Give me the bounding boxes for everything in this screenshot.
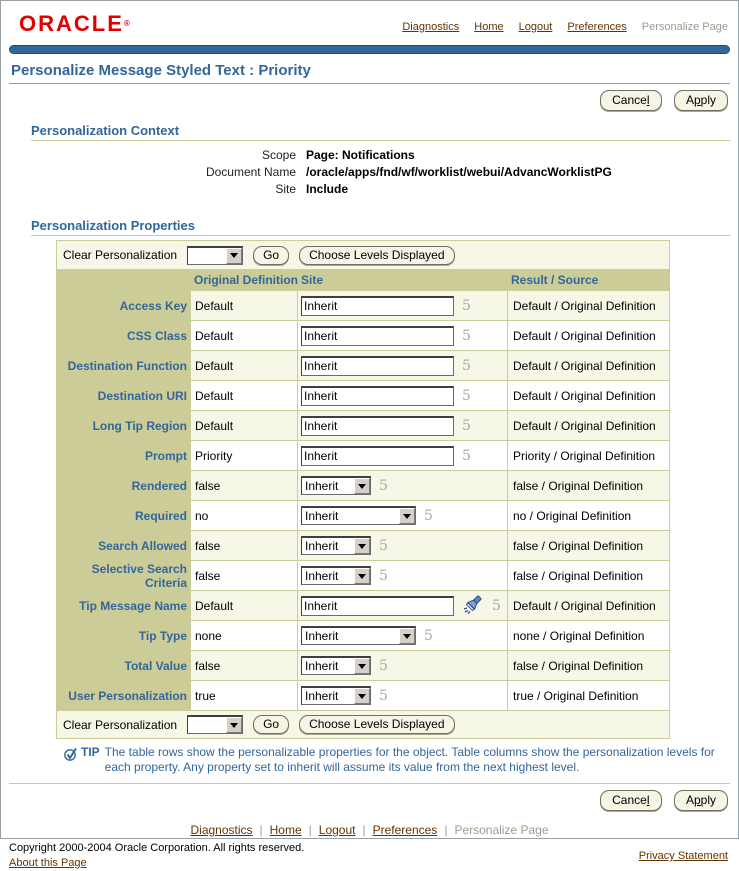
context-field-document-name [1,164,738,181]
site-cell [298,561,508,590]
table-row [57,290,669,320]
about-this-page-link[interactable]: About this Page [9,857,87,869]
original-definition-value: false [191,471,298,500]
site-inherit-select[interactable]: Inherit [301,656,371,675]
table-column-headers [57,269,669,290]
site-inherit-select[interactable]: Inherit [301,506,416,525]
property-label: CSS Class [57,321,191,350]
tip-check-icon [63,746,81,775]
chevron-down-icon[interactable] [354,688,370,704]
original-definition-value: Default [191,591,298,620]
site-inherit-select[interactable]: Inherit [301,476,371,495]
properties-table-body [57,290,669,710]
site-cell [298,501,508,530]
header [1,1,738,39]
table-row [57,380,669,410]
site-inherit-select[interactable]: Inherit [301,686,371,705]
revert-icon[interactable]: 5 [462,327,471,344]
revert-icon[interactable]: 5 [424,507,433,524]
footer-separator: | [444,823,448,837]
result-source-value: no / Original Definition [508,501,669,530]
apply-button[interactable]: Apply [674,90,728,111]
result-source-value: Default / Original Definition [508,381,669,410]
site-inherit-input[interactable] [301,326,454,346]
chevron-down-icon[interactable] [226,717,242,733]
site-inherit-select[interactable]: Inherit [301,626,416,645]
footer-links [1,823,738,837]
revert-icon[interactable]: 5 [379,687,388,704]
column-header-result-source: Result / Source [511,273,599,287]
context-heading: Personalization Context [31,123,180,138]
document-name-value: /oracle/apps/fnd/wf/worklist/webui/AdvancWorklistPG [306,165,612,179]
result-source-value: false / Original Definition [508,531,669,560]
chevron-down-icon[interactable] [226,248,242,264]
revert-icon[interactable]: 5 [462,357,471,374]
table-row [57,500,669,530]
site-value: Include [306,182,349,196]
chevron-down-icon[interactable] [399,628,415,644]
result-source-value: false / Original Definition [508,561,669,590]
table-row [57,590,669,620]
original-definition-value: none [191,621,298,650]
footer-separator: | [362,823,366,837]
footer-link-home[interactable]: Home [269,823,302,837]
context-field-scope [1,147,738,164]
go-button[interactable]: Go [253,246,289,265]
revert-icon[interactable]: 5 [379,477,388,494]
site-cell [298,651,508,680]
column-header-original-definition: Original Definition [194,273,298,287]
choose-levels-displayed-button[interactable]: Choose Levels Displayed [299,246,454,265]
site-inherit-select[interactable]: Inherit [301,536,371,555]
site-cell [298,441,508,470]
revert-icon[interactable]: 5 [462,297,471,314]
site-cell [298,411,508,440]
original-definition-value: false [191,651,298,680]
property-label: Total Value [57,651,191,680]
site-inherit-input[interactable] [301,356,454,376]
footer-separator: | [308,823,312,837]
result-source-value: none / Original Definition [508,621,669,650]
clear-personalization-select[interactable] [187,715,243,734]
clear-personalization-label: Clear Personalization [63,248,178,262]
revert-icon[interactable]: 5 [462,447,471,464]
column-header-blank [57,270,191,290]
original-definition-value: Priority [191,441,298,470]
site-cell [298,591,508,620]
footer-separator: | [259,823,263,837]
site-inherit-input[interactable] [301,596,454,616]
table-row [57,410,669,440]
chevron-down-icon[interactable] [354,658,370,674]
page-title: Personalize Message Styled Text : Priority [11,62,311,79]
property-label: Access Key [57,291,191,320]
context-fields [1,141,738,208]
footer-link-preferences[interactable]: Preferences [372,823,438,837]
result-source-value: Default / Original Definition [508,321,669,350]
result-source-value: Default / Original Definition [508,591,669,620]
property-label: Destination URI [57,381,191,410]
property-label: Search Allowed [57,531,191,560]
properties-rule [31,235,730,236]
footer-bottom [1,837,738,871]
site-inherit-input[interactable] [301,386,454,406]
chevron-down-icon[interactable] [354,538,370,554]
bottom-action-buttons [1,784,738,813]
document-name-label: Document Name [205,165,296,179]
clear-personalization-row-top [57,241,669,269]
original-definition-value: Default [191,351,298,380]
result-source-value: Default / Original Definition [508,411,669,440]
site-label: Site [275,182,296,196]
table-row [57,530,669,560]
clear-personalization-row-bottom [57,710,669,738]
revert-icon[interactable]: 5 [379,567,388,584]
original-definition-value: false [191,561,298,590]
site-inherit-input[interactable] [301,446,454,466]
tip-label: TIP [81,745,100,759]
nav-link-logout[interactable]: Logout [518,21,553,33]
footer-item-personalize-page: Personalize Page [454,823,549,837]
property-label: Rendered [57,471,191,500]
result-source-value: true / Original Definition [508,681,669,710]
nav-item-personalize-page: Personalize Page [641,21,728,33]
original-definition-value: false [191,531,298,560]
site-cell [298,351,508,380]
site-inherit-input[interactable] [301,416,454,436]
header-divider-bar [9,45,730,54]
apply-button[interactable]: Apply [674,790,728,811]
property-label: User Personalization [57,681,191,710]
chevron-down-icon[interactable] [354,568,370,584]
property-label: Destination Function [57,351,191,380]
trademark-icon: ® [123,19,132,28]
revert-icon[interactable]: 5 [424,627,433,644]
result-source-value: false / Original Definition [508,471,669,500]
table-row [57,680,669,710]
site-cell [298,471,508,500]
scope-label: Scope [261,148,296,162]
site-cell [298,531,508,560]
choose-levels-displayed-button[interactable]: Choose Levels Displayed [299,715,454,734]
original-definition-value: Default [191,291,298,320]
result-source-value: false / Original Definition [508,651,669,680]
clear-personalization-select[interactable] [187,246,243,265]
table-row [57,470,669,500]
revert-icon[interactable]: 5 [462,417,471,434]
privacy-statement-link[interactable]: Privacy Statement [638,850,728,862]
table-row [57,350,669,380]
result-source-value: Priority / Original Definition [508,441,669,470]
oracle-logo: ORACLE® [19,11,132,36]
property-label: Tip Type [57,621,191,650]
column-header-site: Site [301,273,324,287]
original-definition-value: Default [191,381,298,410]
property-label: Required [57,501,191,530]
property-label: Long Tip Region [57,411,191,440]
table-row [57,320,669,350]
table-row [57,560,669,590]
properties-heading: Personalization Properties [31,218,195,233]
site-inherit-select[interactable]: Inherit [301,566,371,585]
table-row [57,620,669,650]
property-label: Selective Search Criteria [57,561,191,590]
site-cell [298,681,508,710]
clear-personalization-label: Clear Personalization [63,717,178,732]
result-source-value: Default / Original Definition [508,291,669,320]
original-definition-value: Default [191,321,298,350]
revert-icon[interactable]: 5 [379,537,388,554]
cancel-button[interactable]: Cancel [600,790,661,811]
site-cell [298,291,508,320]
revert-icon[interactable]: 5 [379,657,388,674]
footer-link-diagnostics[interactable]: Diagnostics [190,823,253,837]
result-source-value: Default / Original Definition [508,351,669,380]
nav-link-home[interactable]: Home [474,21,504,33]
table-row [57,650,669,680]
top-action-buttons [1,84,738,113]
site-cell [298,321,508,350]
copyright-text: Copyright 2000-2004 Oracle Corporation. All rights reserved. [9,842,305,854]
top-nav [390,21,728,35]
original-definition-value: true [191,681,298,710]
footer-link-logout[interactable]: Logout [318,823,356,837]
table-row [57,440,669,470]
property-label: Prompt [57,441,191,470]
nav-link-preferences[interactable]: Preferences [567,21,627,33]
cancel-button[interactable]: Cancel [600,90,661,111]
property-label: Tip Message Name [57,591,191,620]
revert-icon[interactable]: 5 [462,387,471,404]
lov-flashlight-icon[interactable] [462,593,484,618]
context-field-site [1,181,738,198]
go-button[interactable]: Go [253,715,289,734]
site-cell [298,381,508,410]
site-inherit-input[interactable] [301,296,454,316]
original-definition-value: no [191,501,298,530]
revert-icon[interactable]: 5 [492,597,501,614]
chevron-down-icon[interactable] [399,508,415,524]
scope-value: Page: Notifications [306,148,415,162]
nav-link-diagnostics[interactable]: Diagnostics [402,21,460,33]
properties-table [56,240,670,739]
tip-block [63,745,730,775]
site-cell [298,621,508,650]
tip-text: The table rows show the personalizable properties for the object. Table columns show the personalization levels for each property. Any property set to inherit will assume its value from the next highest level. [104,745,715,774]
original-definition-value: Default [191,411,298,440]
chevron-down-icon[interactable] [354,478,370,494]
